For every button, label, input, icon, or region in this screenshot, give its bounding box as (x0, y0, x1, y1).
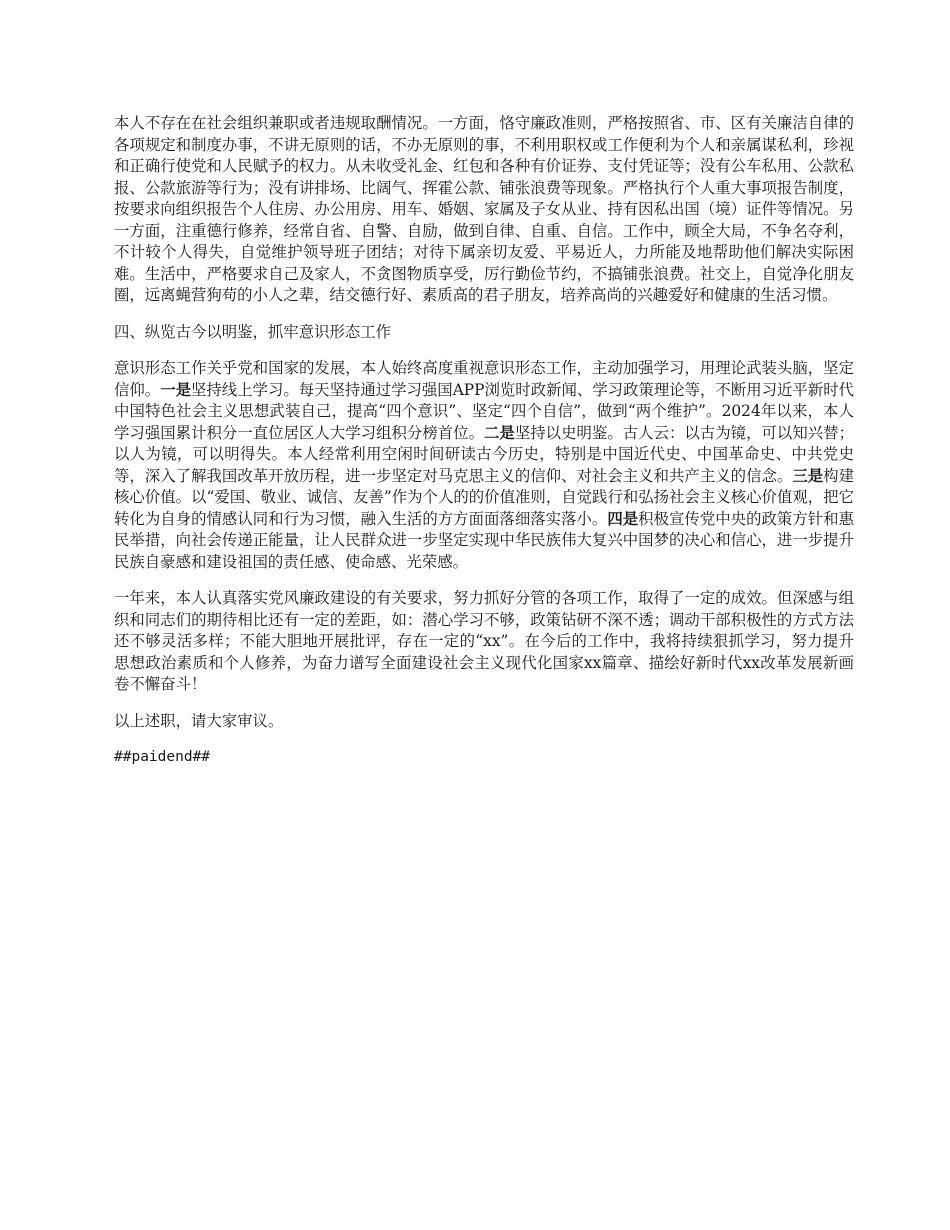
paragraph-integrity: 本人不存在在社会组织兼职或者违规取酬情况。一方面，恪守廉政准则，严格按照省、市、区有关廉洁自律的各项规定和制度办事，不讲无原则的话，不办无原则的事，不利用职权或工作便利为个人和亲属谋私利，珍视和正确行使党和人民赋予的权力。从未收受礼金、红包和各种有价证券、支付凭证等；没有公车私用、公款私报、公款旅游等行为；没有讲排场、比阔气、挥霍公款、铺张浪费等现象。严格执行个人重大事项报告制度，按要求向组织报告个人住房、办公用房、用车、婚姻、家属及子女从业、持有因私出国（境）证件等情况。另一方面，注重德行修养，经常自省、自警、自励，做到自律、自重、自信。工作中，顾全大局，不争名夺利，不计较个人得失，自觉维护领导班子团结；对待下属亲切友爱、平易近人，力所能及地帮助他们解决实际困难。生活中，严格要求自己及家人，不贪图物质享受，厉行勤俭节约，不搞铺张浪费。社交上，自觉净化朋友圈，远离蝇营狗苟的小人之辈，结交德行好、素质高的君子朋友，培养高尚的兴趣爱好和健康的生活习惯。 (114, 114, 854, 304)
closing-line: 以上述职，请大家审议。 (114, 711, 284, 730)
point-3-label: 三是 (792, 466, 824, 485)
end-marker: ##paidend## (114, 749, 211, 765)
point-3-text: 构建核心价值。以“爱国、敬业、诚信、友善”作为个人的的价值准则，自觉践行和弘扬社会主义核心价值观，把它转化为自身的情感认同和行为习惯，融入生活的方方面面落细落实落小。 (114, 466, 854, 528)
point-1-label: 一是 (160, 380, 191, 399)
paragraph-ideology (114, 358, 854, 573)
paragraph-summary: 一年来，本人认真落实党风廉政建设的有关要求，努力抓好分管的各项工作，取得了一定的成效。但深感与组织和同志们的期待相比还有一定的差距，如：潜心学习不够，政策钻研不深不透；调动干部积极性的方式方法还不够灵活多样；不能大胆地开展批评，存在一定的“xx”。在今后的工作中，我将持续狠抓学习，努力提升思想政治素质和个人修养，为奋力谱写全面建设社会主义现代化国家xx篇章、描绘好新时代xx改革发展新画卷不懈奋斗！ (114, 589, 854, 693)
point-4-text: 积极宣传党中央的政策方针和惠民举措，向社会传递正能量，让人民群众进一步坚定实现中华民族伟大复兴中国梦的决心和信心，进一步提升民族自豪感和建设祖国的责任感、使命感、光荣感。 (114, 509, 854, 571)
point-2-label: 二是 (484, 423, 515, 442)
point-2-text: 坚持以史明鉴。古人云：以古为镜，可以知兴替；以人为镜，可以明得失。本人经常利用空闲时间研读古今历史，特别是中国近代史、中国革命史、中共党史等，深入了解我国改革开放历程，进一步坚定对马克思主义的信仰、对社会主义和共产主义的信念。 (114, 423, 854, 485)
point-4-label: 四是 (607, 509, 639, 528)
document-body (114, 113, 854, 784)
section-heading-4: 四、纵览古今以明鉴，抓牢意识形态工作 (114, 322, 392, 341)
ideology-intro: 意识形态工作关乎党和国家的发展，本人始终高度重视意识形态工作，主动加强学习，用理论武装头脑，坚定信仰。 (114, 359, 854, 399)
point-1-text: 坚持线上学习。每天坚持通过学习强国APP浏览时政新闻、学习政策理论等，不断用习近平新时代中国特色社会主义思想武装自己，提高“四个意识”、坚定“四个自信”，做到“两个维护”。2024年以来，本人学习强国累计积分一直位居区人大学习组积分榜首位。 (114, 380, 854, 442)
